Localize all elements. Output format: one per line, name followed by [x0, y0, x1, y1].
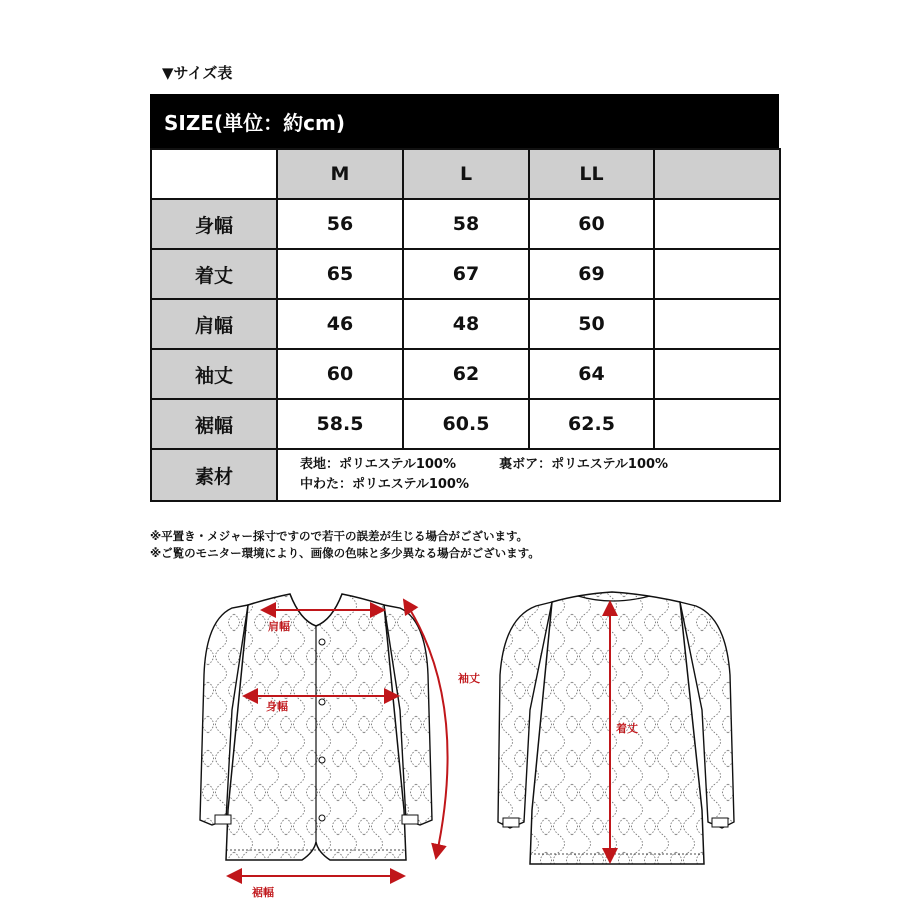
table-cell: 64 — [529, 349, 654, 399]
table-cell: 65 — [277, 249, 403, 299]
table-cell: 60 — [529, 199, 654, 249]
material-cell — [277, 449, 780, 501]
note-line: ※ご覧のモニター環境により、画像の色味と多少異なる場合がございます。 — [150, 546, 540, 560]
corner-cell — [151, 149, 277, 199]
table-cell: 69 — [529, 249, 654, 299]
material-row — [151, 449, 780, 501]
table-row — [151, 399, 780, 449]
hem-label: 裾幅 — [252, 886, 274, 899]
table-cell — [654, 299, 780, 349]
table-cell: 58 — [403, 199, 529, 249]
notes — [150, 528, 540, 562]
front-jacket — [200, 594, 480, 899]
table-cell — [654, 249, 780, 299]
row-label: 袖丈 — [151, 349, 277, 399]
chest-label: 身幅 — [266, 700, 288, 713]
table-row — [151, 199, 780, 249]
size-table-caption: SIZE(単位：約cm) — [150, 94, 779, 148]
size-header-row — [151, 149, 780, 199]
garment-diagram — [0, 580, 920, 910]
size-col-header — [654, 149, 780, 199]
row-label: 着丈 — [151, 249, 277, 299]
table-cell: 60.5 — [403, 399, 529, 449]
table-cell — [654, 349, 780, 399]
table-row — [151, 299, 780, 349]
sleeve-label: 袖丈 — [458, 672, 480, 685]
table-cell — [654, 199, 780, 249]
table-cell: 56 — [277, 199, 403, 249]
note-line: ※平置き・メジャー採寸ですので若干の誤差が生じる場合がございます。 — [150, 529, 529, 543]
length-label: 着丈 — [616, 722, 638, 735]
shoulder-label: 肩幅 — [268, 620, 290, 633]
material-lining: 裏ボア：ポリエステル100% — [499, 457, 669, 472]
size-col-header: LL — [529, 149, 654, 199]
row-label: 肩幅 — [151, 299, 277, 349]
table-cell: 62.5 — [529, 399, 654, 449]
row-label: 素材 — [151, 449, 277, 501]
table-cell: 67 — [403, 249, 529, 299]
row-label: 裾幅 — [151, 399, 277, 449]
size-col-header: M — [277, 149, 403, 199]
table-cell — [654, 399, 780, 449]
back-jacket — [498, 592, 734, 864]
size-col-header: L — [403, 149, 529, 199]
table-cell: 50 — [529, 299, 654, 349]
table-cell: 58.5 — [277, 399, 403, 449]
size-table — [150, 148, 781, 502]
table-cell: 62 — [403, 349, 529, 399]
section-title: ▼サイズ表 — [162, 64, 233, 82]
table-cell: 46 — [277, 299, 403, 349]
table-row — [151, 249, 780, 299]
table-cell: 60 — [277, 349, 403, 399]
table-row — [151, 349, 780, 399]
material-outer: 表地：ポリエステル100% — [300, 457, 456, 472]
material-filling: 中わた：ポリエステル100% — [300, 477, 469, 492]
row-label: 身幅 — [151, 199, 277, 249]
table-cell: 48 — [403, 299, 529, 349]
